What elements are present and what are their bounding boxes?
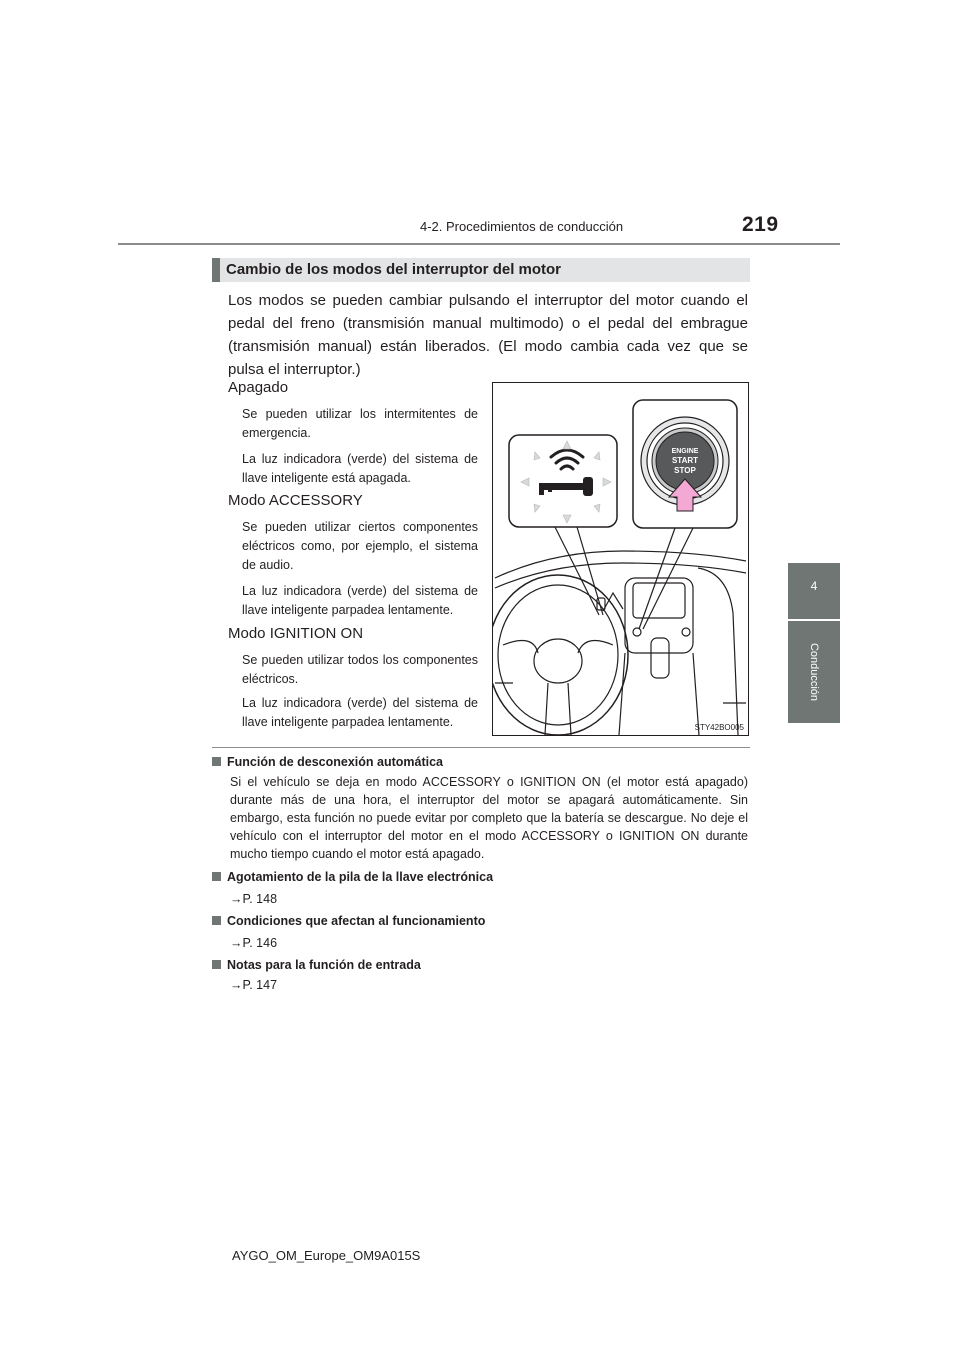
note-title-auto-off: Función de desconexión automática — [212, 755, 443, 769]
section-heading-title: Cambio de los modos del interruptor del motor — [226, 261, 562, 278]
page-number: 219 — [742, 213, 779, 236]
document-footer-code: AYGO_OM_Europe_OM9A015S — [232, 1248, 421, 1263]
mode-title-off: Apagado — [228, 379, 289, 396]
mode-title-accessory: Modo ACCESSORY — [228, 492, 363, 509]
button-text-engine: ENGINE — [671, 448, 699, 455]
mode-off-desc-2: La luz indicadora (verde) del sistema de llave inteligente está apagada. — [242, 452, 478, 485]
note-title-conditions: Condiciones que afectan al funcionamiento — [212, 914, 485, 928]
mode-accessory-desc-1: Se pueden utilizar ciertos componentes eléctricos como, por ejemplo, el sistema de audio. — [242, 520, 478, 572]
dashboard-drawing — [493, 383, 748, 735]
note-ref-conditions[interactable]: →P. 146 — [230, 936, 278, 950]
bullet-square-icon — [212, 872, 221, 881]
chapter-tab-number[interactable]: 4 — [788, 563, 840, 619]
notes-divider — [212, 747, 750, 748]
running-header-section: 4-2. Procedimientos de conducción — [420, 219, 624, 234]
chapter-tab-label[interactable] — [788, 621, 840, 723]
note-ref-battery[interactable]: →P. 148 — [230, 892, 278, 906]
bullet-square-icon — [212, 757, 221, 766]
note-ref-entry[interactable]: →P. 147 — [230, 978, 278, 992]
note-text-auto-off: Si el vehículo se deja en modo ACCESSORY o IGNITION ON (el motor está apagado) durante más de una hora, el interruptor del motor se apagará automáticamente. Sin embargo, esta función no puede evitar por completo que la batería se descargue. No deje el vehículo con el interruptor del motor en el modo ACCESSORY o IGNITION ON durante mucho tiempo cuando el motor está apagado. — [230, 775, 748, 861]
bullet-square-icon — [212, 960, 221, 969]
figure-code: STY42BO005 — [694, 723, 744, 732]
engine-switch-illustration — [492, 382, 749, 736]
mode-ignition-desc-2: La luz indicadora (verde) del sistema de llave inteligente parpadea lentamente. — [242, 696, 478, 729]
mode-accessory-desc-2: La luz indicadora (verde) del sistema de llave inteligente parpadea lentamente. — [242, 584, 478, 617]
button-text-stop: STOP — [674, 466, 696, 475]
section-intro: Los modos se pueden cambiar pulsando el interruptor del motor cuando el pedal del freno (transmisión manual multimodo) o el pedal del embrague (transmisión manual) están liberados. (El modo cambia cada vez que se pulsa el interruptor.) — [228, 292, 748, 378]
mode-off-desc-1: Se pueden utilizar los intermitentes de emergencia. — [242, 407, 478, 440]
header-divider — [118, 243, 840, 245]
mode-title-ignition-on: Modo IGNITION ON — [228, 625, 364, 642]
section-heading-accent — [212, 258, 220, 282]
button-text-start: START — [671, 456, 699, 465]
section-heading-bar — [212, 258, 750, 282]
note-title-battery: Agotamiento de la pila de la llave electrónica — [212, 870, 493, 884]
note-title-entry: Notas para la función de entrada — [212, 958, 421, 972]
bullet-square-icon — [212, 916, 221, 925]
mode-ignition-desc-1: Se pueden utilizar todos los componentes eléctricos. — [242, 653, 478, 686]
chapter-tab-text: Conducción — [808, 642, 820, 702]
